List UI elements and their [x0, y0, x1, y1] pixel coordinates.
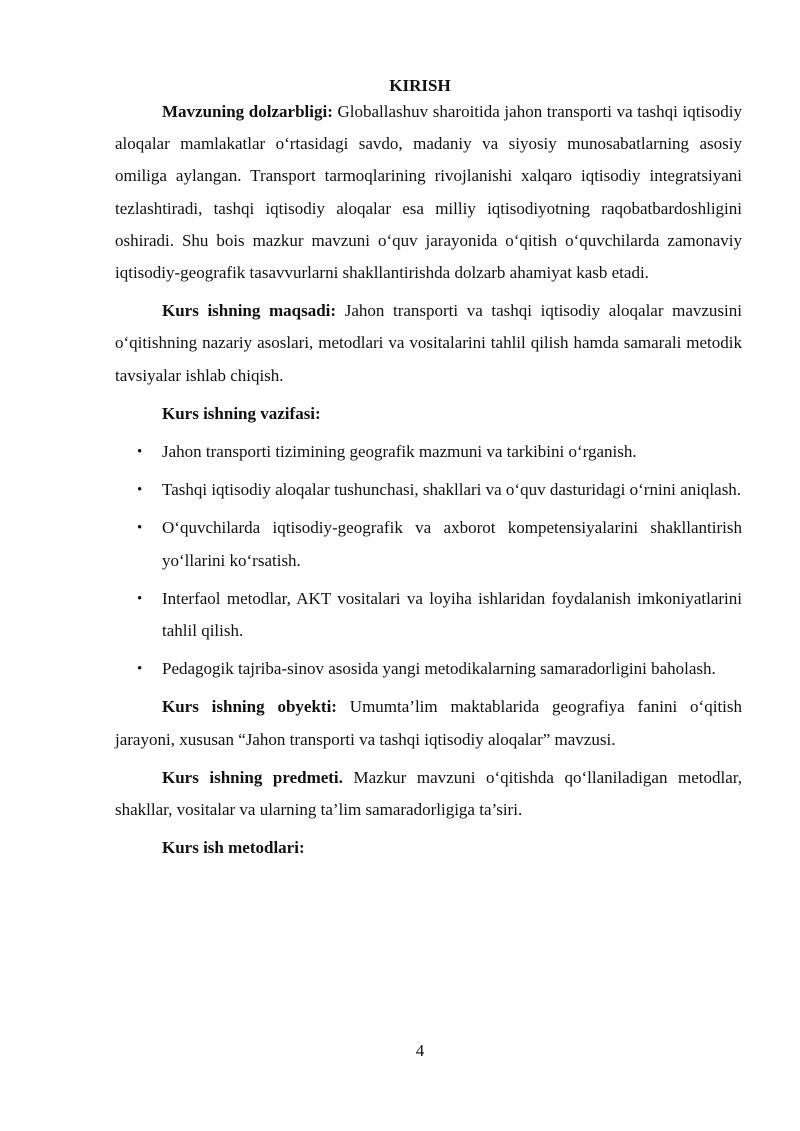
paragraph-predmet [115, 762, 742, 826]
list-item-text: O‘quvchilarda iqtisodiy-geografik va axborot kompetensiyalarini shakllantirish yo‘llarini ko‘rsatish. [162, 518, 742, 570]
bullet-icon: • [137, 444, 143, 461]
list-item [115, 653, 742, 685]
obyekt-text: Umumta’lim maktablarida geografiya fanini o‘qitish jarayoni, xususan “Jahon transporti va tashqi iqtisodiy aloqalar” mavzusi. [115, 697, 743, 749]
list-item [115, 436, 742, 468]
obyekt-label: Kurs ishning obyekti: [162, 697, 337, 717]
paragraph-dolzarblik [115, 96, 742, 289]
page-title: KIRISH [389, 76, 451, 95]
bullet-icon: • [137, 520, 143, 537]
vazifa-heading: Kurs ishning vazifasi: [162, 403, 321, 423]
maqsad-label: Kurs ishning maqsadi: [162, 301, 337, 321]
predmet-text: Mazkur mavzuni o‘qitishda qo‘llaniladigan metodlar, shakllar, vositalar va ularning ta’lim samaradorligiga ta’siri. [115, 767, 742, 820]
predmet-label: Kurs ishning predmeti. [162, 767, 343, 787]
list-item-text: Pedagogik tajriba-sinov asosida yangi metodikalarning samaradorligini baholash. [162, 659, 716, 679]
list-item-text: Interfaol metodlar, AKT vositalari va loyiha ishlaridan foydalanish imkoniyatlarini tahlil qilish. [162, 588, 742, 641]
vazifa-list [115, 436, 742, 685]
bullet-icon: • [137, 661, 143, 678]
paragraph-obyekt [115, 691, 742, 755]
list-item-text: Tashqi iqtisodiy aloqalar tushunchasi, shakllari va o‘quv dasturidagi o‘rnini aniqlash. [162, 480, 742, 500]
document-body [115, 96, 742, 864]
list-item [115, 583, 742, 647]
page-number: 4 [415, 1041, 425, 1060]
paragraph-maqsad [115, 295, 742, 392]
dolzarblik-text: Globallashuv sharoitida jahon transporti va tashqi iqtisodiy aloqalar mamlakatlar o‘rtasidagi savdo, madaniy va siyosiy munosabatlarning asosiy omiliga aylangan. Transport tarmoqlarining rivojlanishi xalqaro iqtisodiy integratsiyani tezlashtiradi, tashqi iqtisodiy aloqalar esa milliy iqtisodiyotning raqobatbardoshligini oshiradi. Shu bois mazkur mavzuni o‘quv jarayonida o‘qitish o‘quvchilarda zamonaviy iqtisodiy-geografik tasavvurlarni shakllantirishda dolzarb ahamiyat kasb etadi. [115, 102, 742, 283]
dolzarblik-label: Mavzuning dolzarbligi: [162, 102, 333, 121]
bullet-icon: • [137, 482, 143, 499]
metodlar-heading: Kurs ish metodlari: [162, 838, 305, 858]
list-item [115, 474, 742, 506]
maqsad-text: Jahon transporti va tashqi iqtisodiy aloqalar mavzusini o‘qitishning nazariy asoslari, metodlari va vositalarini tahlil qilish hamda samarali metodik tavsiyalar ishlab chiqish. [115, 301, 742, 385]
list-item [115, 512, 742, 576]
list-item-text: Jahon transporti tizimining geografik mazmuni va tarkibini o‘rganish. [162, 442, 637, 462]
bullet-icon: • [137, 590, 143, 607]
